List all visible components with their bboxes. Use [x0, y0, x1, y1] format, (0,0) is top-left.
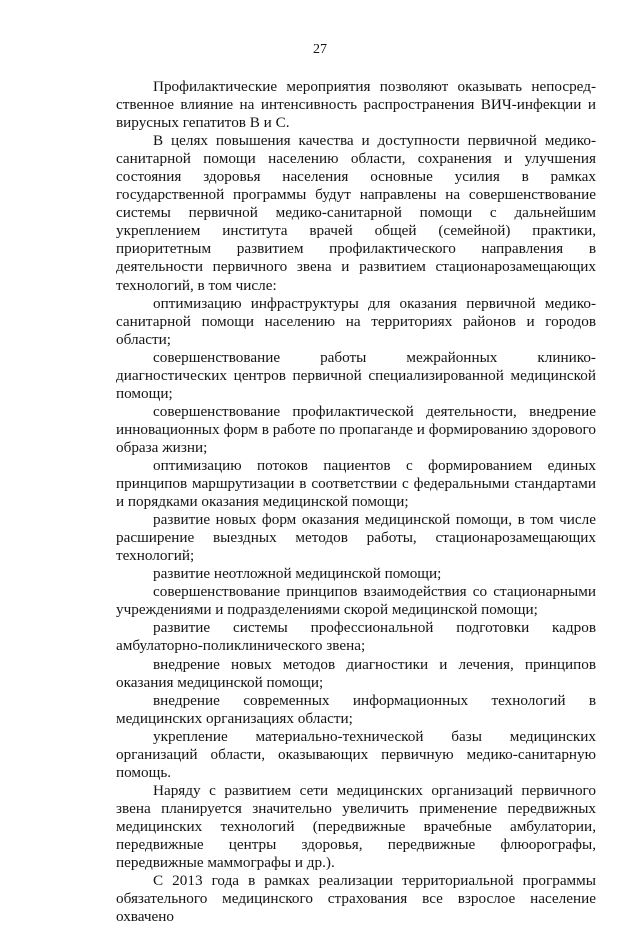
page-number: 27 [313, 42, 327, 57]
paragraph-hiv-prevention: Профилактические мероприятия позволяют оказывать непосредственное влияние на интенсивность распространения ВИЧ-инфекции и вирусных гепатитов В и С. [116, 78, 596, 132]
list-item-new-care-forms: развитие новых форм оказания медицинской помощи, в том числе расширение выездных методов работы, стационарозамещающих технологий; [116, 511, 596, 565]
body-text [116, 78, 596, 926]
list-item-material-base: укрепление материально-технической базы медицинских организаций области, оказывающих первичную медико-санитарную помощь. [116, 727, 596, 781]
list-item-emergency-care: развитие неотложной медицинской помощи; [153, 565, 442, 583]
paragraph-mobile-technologies: Наряду с развитием сети медицинских организаций первичного звена планируется значительно увеличить применение передвижных медицинских технологий (передвижные врачебные амбулатории, передвижные центры здоровья, передвижные флюорографы, передвижные маммографы и др.). [116, 781, 596, 872]
list-item-interaction: совершенствование принципов взаимодействия со стационарными учреждениями и подразделениями скорой медицинской помощи; [116, 583, 596, 619]
list-item-diagnostic-centers: совершенствование работы межрайонных клинико-диагностических центров первичной специализированной медицинской помощи; [116, 348, 596, 402]
list-item-patient-flows: оптимизацию потоков пациентов с формированием единых принципов маршрутизации в соответствии с федеральными стандартами и порядками оказания медицинской помощи; [116, 456, 596, 511]
list-item-infrastructure: оптимизацию инфраструктуры для оказания первичной медико-санитарной помощи населению на территориях районов и городов области; [116, 294, 596, 348]
paragraph-primary-care-goals: В целях повышения качества и доступности первичной медико-санитарной помощи населению области, сохранения и улучшения состояния здоровья населения основные усилия в рамках государственной программы будут направлены на совершенствование системы первичной медико-санитарной помощи с дальнейшим укреплением института врачей общей (семейной) практики, приоритетным развитием профилактического направления в деятельности первичного звена и развитием стационарозамещающих технологий, в том числе: [116, 132, 596, 294]
list-item-staff-training: развитие системы профессиональной подготовки кадров амбулаторно-поликлинического звена; [116, 619, 596, 655]
list-item-it: внедрение современных информационных технологий в медицинских организациях области; [116, 691, 596, 727]
list-item-prevention: совершенствование профилактической деятельности, внедрение инновационных форм в работе по пропаганде и формированию здорового образа жизни; [116, 402, 596, 456]
paragraph-insurance-2013: С 2013 года в рамках реализации территориальной программы обязательного медицинского страхования все взрослое население охвачено [116, 872, 596, 926]
list-item-diagnostics-methods: внедрение новых методов диагностики и лечения, принципов оказания медицинской помощи; [116, 655, 596, 691]
